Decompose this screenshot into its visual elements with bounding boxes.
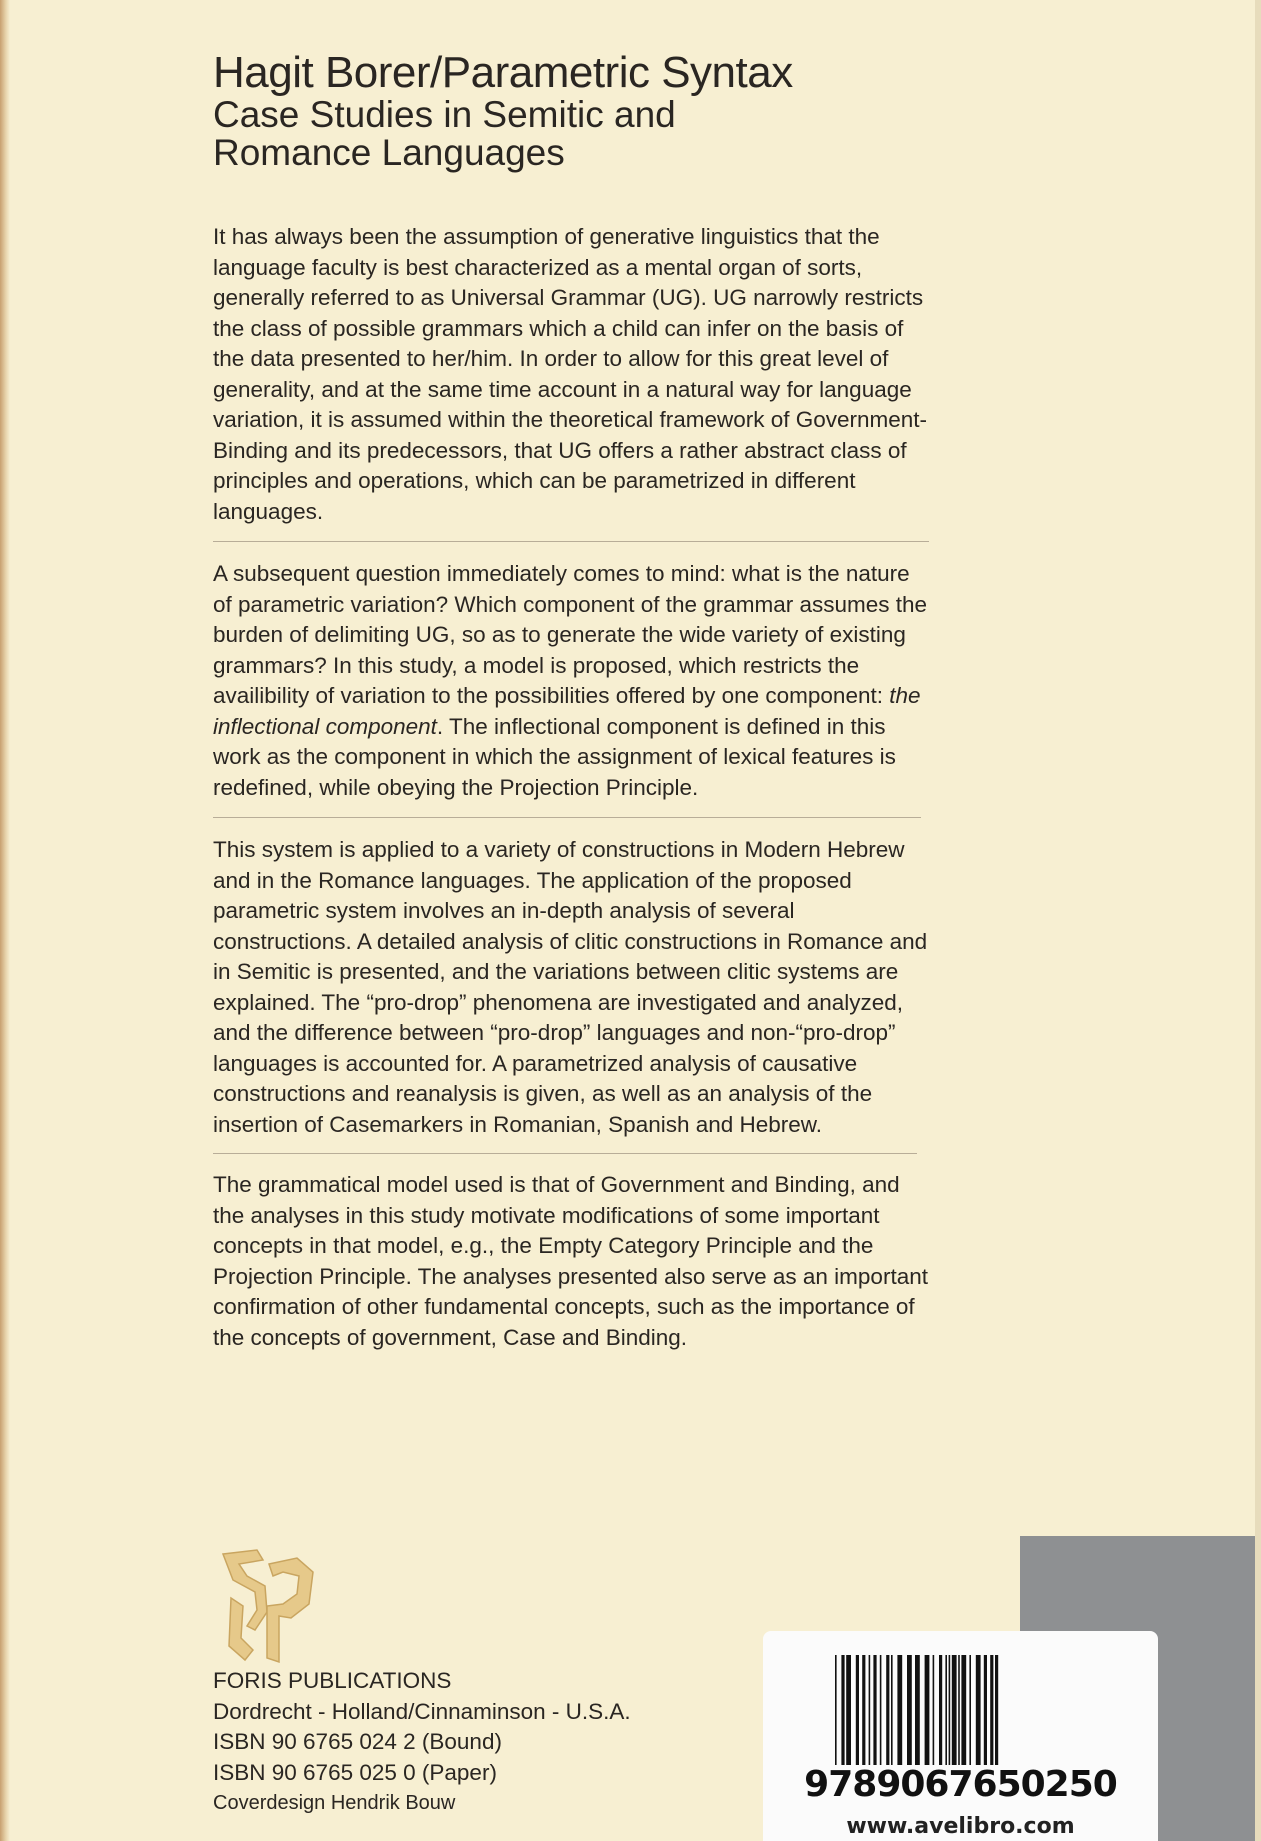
blurb-paragraph-3: This system is applied to a variety of constructions in Modern Hebrew and in the Romance languages. The application of the proposed parametric system involves an in-depth analysis of several constructions. A detailed analysis of clitic constructions in Romance and in Semitic is presented, and the variations between clitic systems are explained. The “pro-drop” phenomena are investigated and analyzed, and the difference between “pro-drop” languages and non-“pro-drop” languages is accounted for. A parametrized analysis of causative constructions and reanalysis is given, as well as an analysis of the insertion of Casemarkers in Romanian, Spanish and Hebrew.	[213, 837, 928, 1137]
barcode-bar	[897, 1655, 902, 1765]
barcode-label	[763, 1631, 1158, 1841]
isbn-paper: ISBN 90 6765 025 0 (Paper)	[213, 1759, 497, 1785]
book-subtitle-line-2: Romance Languages	[213, 132, 565, 173]
barcode-bar	[880, 1655, 882, 1765]
isbn-bound: ISBN 90 6765 024 2 (Bound)	[213, 1729, 502, 1754]
barcode-bar	[856, 1655, 859, 1765]
publisher-location: Dordrecht - Holland/Cinnaminson - U.S.A.	[213, 1698, 631, 1724]
barcode-icon	[833, 1655, 1088, 1765]
barcode-bar	[846, 1655, 851, 1765]
cover-text-block	[213, 50, 933, 1353]
barcode-bar	[915, 1655, 920, 1765]
publisher-name: FORIS PUBLICATIONS	[213, 1668, 452, 1693]
barcode-bar	[990, 1655, 993, 1765]
barcode-bar	[873, 1655, 876, 1765]
blurb-paragraph-2-italic: the inflectional component	[213, 683, 921, 739]
barcode-bar	[976, 1655, 981, 1765]
barcode-bar	[835, 1655, 837, 1765]
barcode-bar	[995, 1655, 998, 1765]
barcode-bar	[969, 1655, 971, 1765]
book-title: Hagit Borer/Parametric Syntax	[213, 48, 793, 97]
barcode-bar	[945, 1655, 947, 1765]
barcode-bar	[862, 1655, 865, 1765]
blurb-paragraph-1: It has always been the assumption of generative linguistics that the language faculty is best characterized as a mental organ of sorts, generally referred to as Universal Grammar (UG). UG narrowly restricts the class of possible grammars which a child can infer on the basis of the data presented to her/him. In order to allow for this great level of generality, and at the same time account in a natural way for language variation, it is assumed within the theoretical framework of Government-Binding and its predecessors, that UG offers a rather abstract class of principles and operations, which can be parametrized in different languages.	[213, 224, 928, 524]
barcode-bar	[891, 1655, 893, 1765]
blurb-paragraph-2	[213, 559, 933, 803]
barcode-bar	[949, 1655, 951, 1765]
spine-edge	[0, 0, 10, 1841]
barcode-bar	[958, 1655, 960, 1765]
divider-rule	[213, 1153, 917, 1154]
barcode-bar	[933, 1655, 935, 1765]
divider-rule	[213, 541, 929, 542]
barcode-bar	[925, 1655, 930, 1765]
seller-url: www.avelibro.com	[846, 1814, 1075, 1839]
barcode-bar	[984, 1655, 987, 1765]
book-subtitle-line-1: Case Studies in Semitic and	[213, 94, 676, 135]
barcode-bar	[961, 1655, 966, 1765]
cover-design-credit: Coverdesign Hendrik Bouw	[213, 1792, 456, 1814]
barcode-number: 9789067650250	[804, 1764, 1117, 1805]
publisher-logo-icon	[217, 1546, 321, 1666]
barcode-bar	[869, 1655, 871, 1765]
barcode-bar	[886, 1655, 889, 1765]
barcode-bar	[939, 1655, 942, 1765]
barcode-bar	[952, 1655, 957, 1765]
blurb-paragraph-2-text-end: . The inflectional component is defined in this work as the component in which the assignment of lexical features is redefined, while obeying the Projection Principle.	[213, 713, 896, 800]
blurb-paragraph-2-text: A subsequent question immediately comes to mind: what is the nature of parametric variation? Which component of the grammar assumes the burden of delimiting UG, so as to generate the wide variety of existing grammars? In this study, a model is proposed, which restricts the availibility of variation to the possibilities offered by one component:	[213, 561, 928, 708]
divider-rule	[213, 817, 921, 818]
barcode-bar	[907, 1655, 912, 1765]
blurb-paragraph-4: The grammatical model used is that of Government and Binding, and the analyses in this study motivate modifications of some important concepts in that model, e.g., the Empty Category Principle and the Projection Principle. The analyses presented also serve as an important confirmation of other fundamental concepts, such as the importance of the concepts of government, Case and Binding.	[213, 1172, 928, 1350]
barcode-bar	[841, 1655, 844, 1765]
publisher-info	[213, 1666, 813, 1819]
